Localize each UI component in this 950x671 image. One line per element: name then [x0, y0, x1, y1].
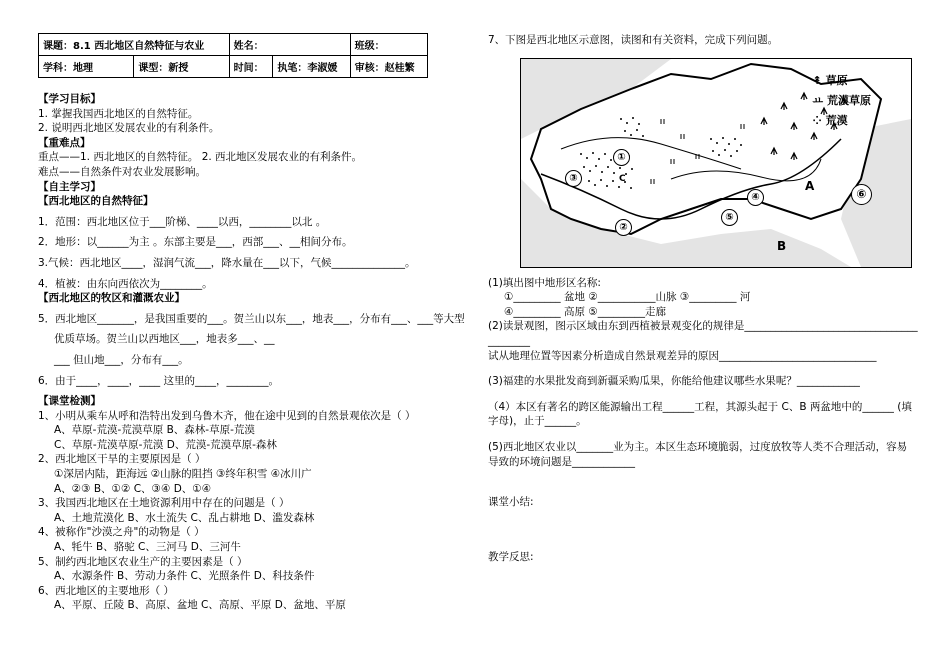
goal-2: 2. 说明西北地区发展农业的有利条件。	[38, 122, 220, 135]
section-natural-features: 【西北地区的自然特征】	[38, 195, 154, 208]
question-6: 6．由于____，____，____ 这里的____，________。	[38, 374, 280, 387]
map-marker-1: ①	[613, 149, 630, 166]
test-1-options-a: A、草原-荒漠-荒漠草原 B、森林-草原-荒漠	[54, 424, 255, 437]
self-study-heading: 【自主学习】	[38, 180, 101, 193]
map-marker-5: ⑤	[721, 209, 738, 226]
header-table	[38, 33, 428, 78]
subject-cell: 学科：地理	[39, 56, 134, 78]
map-marker-2: ②	[615, 219, 632, 236]
part-3: (3)福建的水果批发商到新疆采购瓜果，你能给他建议哪些水果呢？____________	[488, 375, 860, 388]
lesson-type-cell: 课型：新授	[134, 56, 229, 78]
question-5a: 5．西北地区_______，是我国重要的___。贺兰山以东___，地表___，分布有___、___等大型	[38, 312, 465, 325]
part-1: (1)填出图中地形区名称:	[488, 276, 601, 289]
test-6-options: A、平原、丘陵 B、高原、盆地 C、高原、平原 D、盆地、平原	[54, 599, 346, 612]
map-label-c: C	[619, 173, 626, 184]
test-2-options: A、②③ B、①② C、③④ D、①④	[54, 482, 212, 495]
goals-heading: 【学习目标】	[38, 93, 101, 105]
part-2: (2)读景观图，图示区域由东到西植被景观变化的规律是_________________________________	[488, 320, 918, 333]
class-summary: 课堂小结:	[488, 496, 534, 509]
legend-grassland: ↟ 草原	[812, 73, 848, 87]
goal-1: 1. 掌握我国西北地区的自然特征。	[38, 107, 199, 120]
map-label-a: A	[805, 178, 815, 193]
test-4: 4、被称作"沙漠之舟"的动物是（ ）	[38, 526, 205, 539]
map-legend	[813, 71, 871, 131]
part-1-blanks-b: ④_________ 高原 ⑤_________走廊	[504, 305, 667, 318]
difficult-points: 难点——自然条件对农业发展影响。	[38, 165, 206, 178]
left-column	[38, 33, 468, 613]
part-5: (5)西北地区农业以_______业为主。本区生态环境脆弱，过度放牧等人类不合理活动，容易	[488, 440, 908, 453]
lesson-title: 课题：8.1 西北地区自然特征与农业	[39, 34, 230, 56]
map-label-b: B	[777, 238, 787, 253]
part-5-continued: 导致的环境问题是____________	[488, 455, 635, 468]
northwest-china-map	[520, 58, 912, 268]
legend-desert-steppe: ㅛ 荒漠草原	[812, 93, 871, 107]
name-field: 姓名：	[229, 34, 350, 56]
question-5b: 优质草场。贺兰山以西地区___，地表多___、__	[54, 333, 275, 346]
key-points-heading: 【重难点】	[38, 136, 91, 149]
key-points: 重点——1. 西北地区的自然特征。 2. 西北地区发展农业的有利条件。	[38, 151, 363, 164]
test-3: 3、我国西北地区在土地资源利用中存在的问题是（ ）	[38, 497, 290, 510]
time-cell: 时间：	[229, 56, 273, 78]
map-marker-6: ⑥	[851, 184, 872, 205]
test-1: 1、小明从乘车从呼和浩特出发到乌鲁木齐，他在途中见到的自然景观依次是（ ）	[38, 409, 416, 422]
part-2-reason: 试从地理位置等因素分析造成自然景观差异的原因______________________________	[488, 349, 877, 362]
question-1: 1．范围：西北地区位于___阶梯、____以西，________以北 。	[38, 215, 327, 228]
teaching-reflection: 教学反思:	[488, 550, 534, 563]
map-marker-3: ③	[565, 170, 582, 187]
part-4-continued: 字母)，止于______。	[488, 415, 587, 428]
question-5c: ___ 但山地___，分布有___。	[54, 353, 189, 366]
question-3: 3.气候：西北地区____，湿润气流___，降水量在___以下，气候______________。	[38, 256, 416, 269]
question-7: 7、下图是西北地区示意图，读图和有关资料，完成下列问题。	[488, 34, 779, 46]
right-column	[488, 33, 928, 564]
test-6: 6、西北地区的主要地形（ ）	[38, 584, 175, 597]
class-field: 班级：	[350, 34, 427, 56]
test-5: 5、制约西北地区农业生产的主要因素是（ ）	[38, 555, 248, 568]
test-5-options: A、水源条件 B、劳动力条件 C、光照条件 D、科技条件	[54, 570, 315, 583]
classroom-test-heading: 【课堂检测】	[38, 395, 101, 408]
test-3-options: A、土地荒漠化 B、水土流失 C、乱占耕地 D、滥发森林	[54, 511, 315, 524]
test-2: 2、西北地区干旱的主要原因是（ ）	[38, 453, 206, 466]
part-4: （4）本区有著名的跨区能源输出工程______工程，其源头起于 C、B 两盆地中的______ (填	[488, 400, 912, 413]
test-1-options-b: C、草原-荒漠草原-荒漠 D、荒漠-荒漠草原-森林	[54, 438, 277, 451]
map-marker-4: ④	[747, 189, 764, 206]
legend-desert: ⁘ 荒漠	[812, 113, 848, 127]
author-cell: 执笔：李淑媛	[273, 56, 350, 78]
test-4-options: A、牦牛 B、骆驼 C、三河马 D、三河牛	[54, 541, 241, 554]
question-2: 2．地形：以______为主 。东部主要是___，西部___、__相间分布。	[38, 236, 353, 249]
test-2-items: ①深居内陆，距海远 ②山脉的阻挡 ③终年积雪 ④冰川广	[54, 468, 312, 481]
reviewer-cell: 审核：赵桂繁	[350, 56, 427, 78]
question-4: 4．植被：由东向西依次为________。	[38, 277, 213, 290]
part-1-blanks-a: ①_________ 盆地 ②___________山脉 ③_________ 河	[504, 291, 751, 304]
part-2-continued: ________	[488, 334, 530, 347]
section-pastoral-agriculture: 【西北地区的牧区和灌溉农业】	[38, 292, 185, 305]
